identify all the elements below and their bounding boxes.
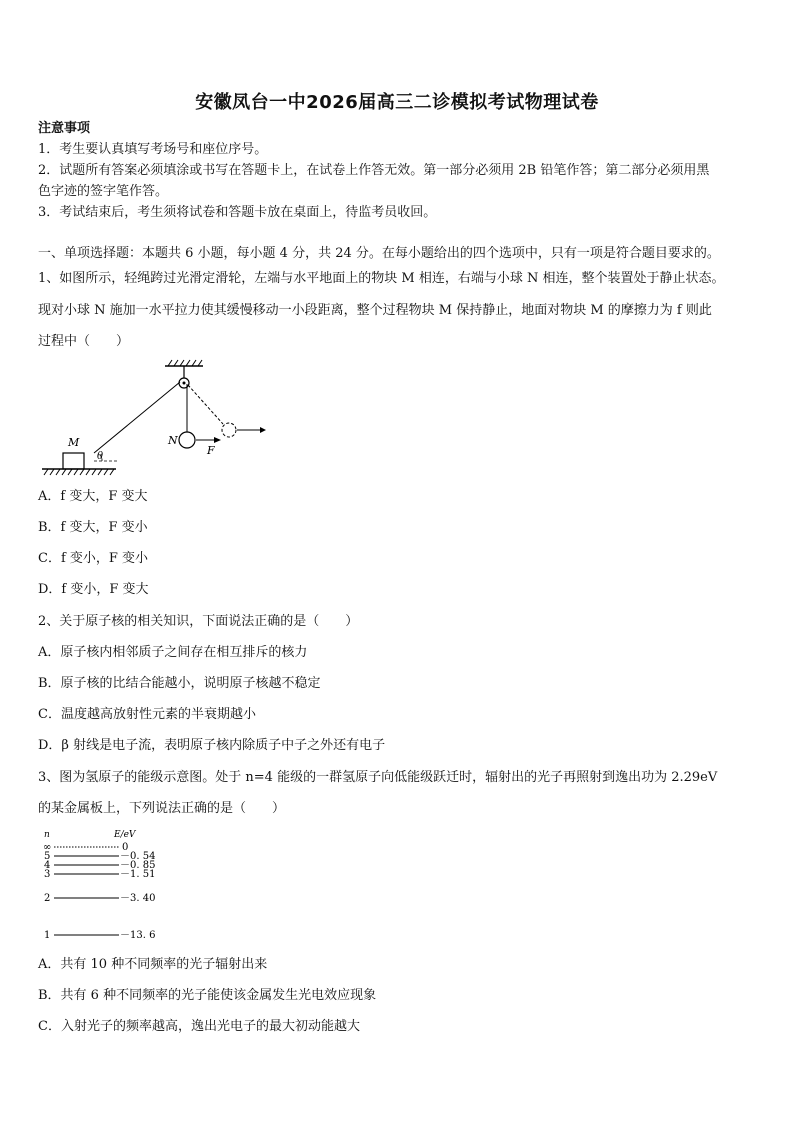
page-title: 安徽凤台一中2026届高三二诊模拟考试物理试卷 <box>195 92 599 113</box>
level-e: －1. 51 <box>120 869 156 880</box>
option: C．f 变小，F 变小 <box>38 551 149 566</box>
level-n: 1 <box>44 930 51 941</box>
option: D．f 变小，F 变大 <box>38 582 149 597</box>
option: D．β 射线是电子流，表明原子核内除质子中子之外还有电子 <box>38 738 386 753</box>
level-e: －0. 85 <box>120 860 156 871</box>
n-label: n <box>44 830 50 840</box>
level-e: 0 <box>122 842 129 853</box>
question-stem: 1、如图所示，轻绳跨过光滑定滑轮，左端与水平地面上的物块 M 相连，右端与小球 N 相连，整个装置处于静止状态。 <box>38 271 725 286</box>
level-n: 5 <box>44 851 51 862</box>
option: C．温度越高放射性元素的半衰期越小 <box>38 707 256 722</box>
question-stem: 现对小球 N 施加一水平拉力使其缓慢移动一小段距离，整个过程物块 M 保持静止，地面对物块 M 的摩擦力为 f 则此 <box>38 303 712 318</box>
question-stem: 的某金属板上，下列说法正确的是（ ） <box>38 801 286 816</box>
label-f: F <box>207 444 215 457</box>
notice-heading: 注意事项 <box>38 121 91 136</box>
e-label: E/eV <box>114 830 136 840</box>
option: A．共有 10 种不同频率的光子辐射出来 <box>38 957 268 972</box>
ball-dashed <box>222 423 236 437</box>
level-n: 4 <box>44 860 51 871</box>
question-stem: 过程中（ ） <box>38 334 130 349</box>
question-stem: 3、图为氢原子的能级示意图。处于 n=4 能级的一群氢原子向低能级跃迁时，辐射出的光子再照射到逸出功为 2.29eV <box>38 770 718 785</box>
label-theta: θ <box>97 451 104 462</box>
notice-item: 3．考试结束后，考生须将试卷和答题卡放在桌面上，待监考员收回。 <box>38 205 437 220</box>
level-n: 2 <box>44 893 51 904</box>
option: C．入射光子的频率越高，逸出光电子的最大初动能越大 <box>38 1019 360 1034</box>
ball-n <box>179 432 195 448</box>
section-heading: 一、单项选择题：本题共 6 小题，每小题 4 分，共 24 分。在每小题给出的四个选项中，只有一项是符合题目要求的。 <box>38 246 720 261</box>
notice-item: 色字迹的签字笔作答。 <box>38 184 169 199</box>
option: A．原子核内相邻质子之间存在相互排斥的核力 <box>38 645 308 660</box>
option: B．f 变大，F 变小 <box>38 520 148 535</box>
level-e: －3. 40 <box>120 893 156 904</box>
level-n: 3 <box>44 869 51 880</box>
option: B．共有 6 种不同频率的光子能使该金属发生光电效应现象 <box>38 988 377 1003</box>
level-e: －13. 6 <box>120 930 156 941</box>
notice-item: 2．试题所有答案必须填涂或书写在答题卡上，在试卷上作答无效。第一部分必须用 2B 铅笔作答；第二部分必须用黑 <box>38 163 710 178</box>
pulley-diagram <box>38 358 278 476</box>
energy-level-figure <box>40 828 170 946</box>
block-m <box>63 453 84 469</box>
option: B．原子核的比结合能越小，说明原子核越不稳定 <box>38 676 321 691</box>
option: A．f 变大，F 变大 <box>38 489 148 504</box>
question-stem: 2、关于原子核的相关知识，下面说法正确的是（ ） <box>38 614 359 629</box>
label-n: N <box>168 434 178 447</box>
pulley-figure <box>38 358 278 476</box>
notice-item: 1．考生要认真填写考场号和座位序号。 <box>38 142 268 157</box>
energy-level-diagram <box>40 828 170 946</box>
label-m: M <box>68 436 80 449</box>
level-n: ∞ <box>43 842 52 853</box>
level-e: －0. 54 <box>120 851 156 862</box>
